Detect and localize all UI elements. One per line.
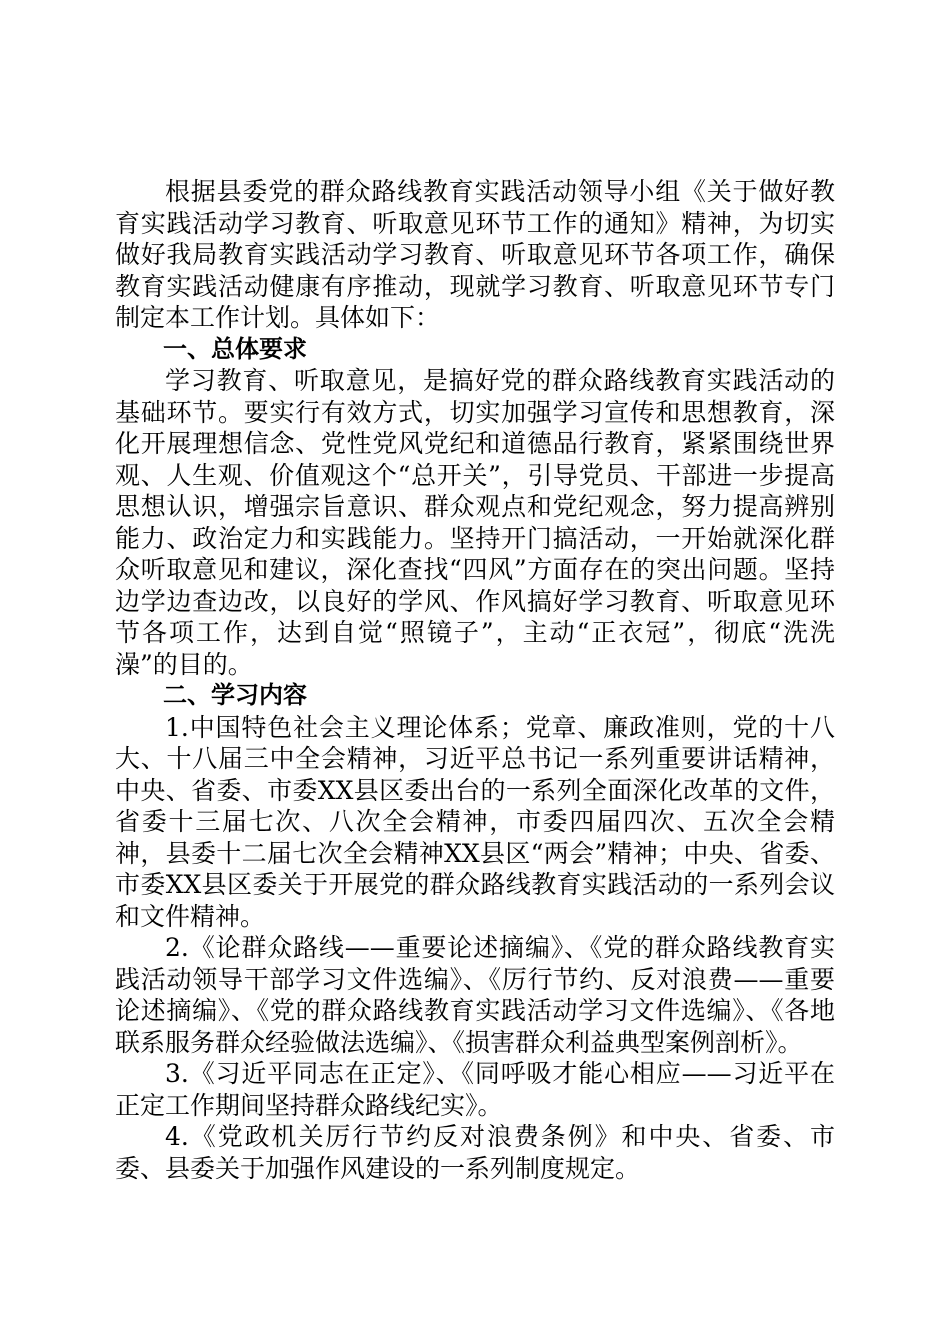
study-content-item-4: 4.《党政机关厉行节约反对浪费条例》和中央、省委、市委、县委关于加强作风建设的一系列制度规定。: [115, 1122, 835, 1183]
study-content-item-2: 2.《论群众路线——重要论述摘编》、《党的群众路线教育实践活动领导干部学习文件选编》、《厉行节约、反对浪费——重要论述摘编》、《党的群众路线教育实践活动学习文件选编》、《各地联系服务群众经验做法选编》、《损害群众利益典型案例剖析》。: [115, 933, 835, 1057]
study-content-item-3: 3.《习近平同志在正定》、《同呼吸才能心相应——习近平在正定工作期间坚持群众路线纪实》。: [115, 1059, 835, 1120]
general-requirements-paragraph: 学习教育、听取意见，是搞好党的群众路线教育实践活动的基础环节。要实行有效方式，切实加强学习宣传和思想教育，深化开展理想信念、党性党风党纪和道德品行教育，紧紧围绕世界观、人生观、价值观这个“总开关”，引导党员、干部进一步提高思想认识，增强宗旨意识、群众观点和党纪观念，努力提高辨别能力、政治定力和实践能力。坚持开门搞活动，一开始就深化群众听取意见和建议，深化查找“四风”方面存在的突出问题。坚持边学边查边改，以良好的学风、作风搞好学习教育、听取意见环节各项工作，达到自觉“照镜子”，主动“正衣冠”，彻底“洗洗澡”的目的。: [115, 366, 835, 679]
intro-paragraph: 根据县委党的群众路线教育实践活动领导小组《关于做好教育实践活动学习教育、听取意见环节工作的通知》精神，为切实做好我局教育实践活动学习教育、听取意见环节各项工作，确保教育实践活动健康有序推动，现就学习教育、听取意见环节专门制定本工作计划。具体如下：: [115, 177, 835, 332]
document-body: [115, 176, 835, 1184]
section-heading-study-content: 二、学习内容: [163, 681, 307, 709]
study-content-item-1: 1.中国特色社会主义理论体系；党章、廉政准则，党的十八大、十八届三中全会精神，习近平总书记一系列重要讲话精神，中央、省委、市委XX县区委出台的一系列全面深化改革的文件，省委十三届七次、八次全会精神，市委四届四次、五次全会精神，县委十二届七次全会精神XX县区“两会”精神；中央、省委、市委XX县区委关于开展党的群众路线教育实践活动的一系列会议和文件精神。: [115, 712, 835, 931]
section-heading-general-requirements: 一、总体要求: [163, 334, 307, 363]
